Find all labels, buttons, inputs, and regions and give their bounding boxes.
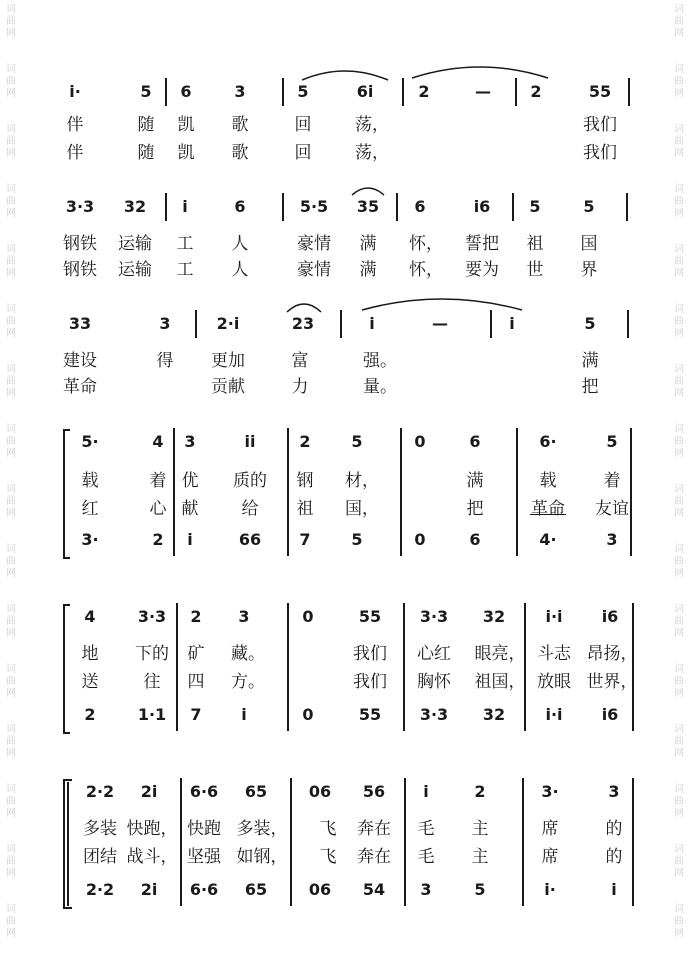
lyric: 革命: [63, 377, 97, 397]
slur: [285, 300, 323, 314]
note: 3: [420, 880, 432, 899]
lyric: 歌: [231, 115, 249, 135]
lyric: 眼亮，: [474, 644, 526, 664]
lyric: 回: [294, 143, 312, 163]
lyric-underline: [530, 514, 566, 515]
lyric: 我们: [583, 115, 617, 135]
lyric: 运输: [118, 234, 152, 254]
notes-row: [0, 193, 690, 223]
lyric: 歌: [231, 143, 249, 163]
note: 6·: [539, 432, 557, 451]
lyric: 钢铁: [63, 260, 97, 280]
lyric: 随: [137, 115, 155, 135]
lyric: 更加: [211, 351, 245, 371]
watermark-text: 词 曲 网: [6, 484, 16, 519]
lyric: 给: [241, 499, 259, 519]
lyric: 放眼: [537, 672, 571, 692]
watermark-text: 词 曲 网: [674, 244, 684, 279]
note: 4·: [539, 530, 557, 549]
watermark-text: 词 曲 网: [6, 544, 16, 579]
lyric: 毛: [417, 819, 435, 839]
lyric: 着: [603, 471, 621, 491]
note: 3: [159, 314, 171, 333]
notes-row-top: [0, 428, 690, 458]
lyric: 质的: [233, 471, 267, 491]
lyric: 藏。: [231, 644, 265, 664]
lyric: 献: [181, 499, 199, 519]
lyric: 界: [580, 260, 598, 280]
watermark-text: 词 曲 网: [674, 544, 684, 579]
note: 35: [356, 197, 380, 216]
lyric: 力: [291, 377, 309, 397]
note: i: [187, 530, 193, 549]
lyric: 奔在: [357, 847, 391, 867]
note: 33: [68, 314, 92, 333]
note: i: [611, 880, 617, 899]
note: 7: [190, 705, 202, 724]
barline: [282, 193, 284, 221]
lyric-line-2: [0, 842, 690, 867]
note: 6: [469, 432, 481, 451]
barline: [490, 310, 492, 338]
note: 2·2: [85, 880, 115, 899]
lyric: 快跑，: [126, 819, 178, 839]
lyric: 席: [541, 819, 559, 839]
lyric-line-2: [0, 372, 690, 397]
lyric: 世: [526, 260, 544, 280]
lyric: 人: [231, 234, 249, 254]
note: —: [432, 314, 448, 333]
lyric: 心: [149, 499, 167, 519]
lyric: 四: [187, 672, 205, 692]
lyric: 多装，: [236, 819, 288, 839]
note: 3·3: [419, 705, 449, 724]
lyric: 誓把: [465, 234, 499, 254]
watermark-text: 词 曲 网: [6, 4, 16, 39]
watermark-text: 词 曲 网: [674, 124, 684, 159]
slur: [300, 66, 390, 82]
watermark-text: 词 曲 网: [6, 184, 16, 219]
note: 5: [529, 197, 541, 216]
note: 2: [299, 432, 311, 451]
lyric: 富: [291, 351, 309, 371]
note: 3: [184, 432, 196, 451]
notes-row-bottom: [0, 526, 690, 556]
lyric: 战斗，: [126, 847, 178, 867]
lyric-line-2: [0, 667, 690, 692]
note: 4: [152, 432, 164, 451]
note: 2: [530, 82, 542, 101]
note: 0: [302, 705, 314, 724]
note: i: [369, 314, 375, 333]
lyric: 怀，: [409, 260, 443, 280]
barline: [626, 193, 628, 221]
lyric: 的: [605, 847, 623, 867]
lyric: 运输: [118, 260, 152, 280]
lyric: 席: [541, 847, 559, 867]
lyric: 把: [581, 377, 599, 397]
note: 55: [358, 705, 382, 724]
note: 23: [291, 314, 315, 333]
note: 0: [302, 607, 314, 626]
watermark-text: 词 曲 网: [674, 424, 684, 459]
lyric: 的: [605, 819, 623, 839]
lyric: 荡，: [355, 115, 389, 135]
lyric: 载: [539, 471, 557, 491]
note: 2·i: [216, 314, 240, 333]
note: 54: [362, 880, 386, 899]
note: 2: [190, 607, 202, 626]
lyric: 满: [359, 260, 377, 280]
note: 3·: [81, 530, 99, 549]
lyric: 怀，: [409, 234, 443, 254]
note: 5: [351, 530, 363, 549]
note: 2i: [140, 880, 158, 899]
lyric: 凯: [177, 143, 195, 163]
note: 32: [482, 607, 506, 626]
lyric: 我们: [353, 672, 387, 692]
note: 2: [152, 530, 164, 549]
lyric: 强。: [363, 351, 397, 371]
note: 3·3: [137, 607, 167, 626]
lyric: 地: [81, 644, 99, 664]
note: 3: [234, 82, 246, 101]
watermark-text: 词 曲 网: [6, 724, 16, 759]
lyric: 主: [471, 847, 489, 867]
note: i6: [601, 607, 619, 626]
lyric: 如钢，: [236, 847, 288, 867]
note: 6: [180, 82, 192, 101]
barline: [396, 193, 398, 221]
note: 6: [414, 197, 426, 216]
barline: [515, 78, 517, 106]
lyric: 钢: [296, 471, 314, 491]
note: 5: [351, 432, 363, 451]
barline: [165, 78, 167, 106]
watermark-text: 词 曲 网: [6, 64, 16, 99]
lyric: 伴: [66, 115, 84, 135]
note: 3·: [541, 782, 559, 801]
watermark-text: 词 曲 网: [6, 844, 16, 879]
lyric: 红: [81, 499, 99, 519]
note: i6: [601, 705, 619, 724]
lyric: 要为: [465, 260, 499, 280]
barline: [402, 78, 404, 106]
note: 2·2: [85, 782, 115, 801]
watermark-text: 词 曲 网: [674, 4, 684, 39]
lyric-line-1: [0, 814, 690, 839]
notes-row-bottom: [0, 876, 690, 906]
barline: [512, 193, 514, 221]
lyric-line-2: [0, 494, 690, 519]
lyric: 快跑: [187, 819, 221, 839]
note: 5: [474, 880, 486, 899]
note: 5·5: [299, 197, 329, 216]
lyric: 载: [81, 471, 99, 491]
lyric: 伴: [66, 143, 84, 163]
lyric: 祖国，: [474, 672, 526, 692]
lyric: 胸怀: [417, 672, 451, 692]
note: i·i: [545, 607, 563, 626]
note: 0: [414, 530, 426, 549]
tie: [410, 62, 550, 80]
watermark-text: 词 曲 网: [674, 664, 684, 699]
notes-row: [0, 310, 690, 340]
watermark-text: 词 曲 网: [6, 604, 16, 639]
watermark-text: 词 曲 网: [6, 124, 16, 159]
note: —: [475, 82, 491, 101]
lyric: 革命: [531, 499, 565, 519]
note: 5: [583, 197, 595, 216]
note: 55: [588, 82, 612, 101]
note: i: [509, 314, 515, 333]
tie: [360, 294, 524, 312]
lyric: 把: [466, 499, 484, 519]
lyric: 着: [149, 471, 167, 491]
watermark-text: 词 曲 网: [6, 424, 16, 459]
lyric: 满: [359, 234, 377, 254]
note: i: [423, 782, 429, 801]
lyric-line-1: [0, 110, 690, 135]
note: 2: [474, 782, 486, 801]
note: 3: [238, 607, 250, 626]
lyric: 国，: [345, 499, 379, 519]
lyric: 人: [231, 260, 249, 280]
note: 5: [584, 314, 596, 333]
lyric: 回: [294, 115, 312, 135]
watermark-text: 词 曲 网: [674, 604, 684, 639]
lyric: 往: [143, 672, 161, 692]
note: i6: [473, 197, 491, 216]
note: 5·: [81, 432, 99, 451]
note: 2: [84, 705, 96, 724]
barline: [282, 78, 284, 106]
note: 65: [244, 880, 268, 899]
lyric: 满: [581, 351, 599, 371]
barline: [165, 193, 167, 221]
lyric-line-2: [0, 255, 690, 280]
watermark-text: 词 曲 网: [6, 784, 16, 819]
lyric: 飞: [319, 819, 337, 839]
lyric: 优: [181, 471, 199, 491]
notes-row-bottom: [0, 701, 690, 731]
lyric: 飞: [319, 847, 337, 867]
barline: [340, 310, 342, 338]
lyric-line-1: [0, 466, 690, 491]
lyric: 祖: [296, 499, 314, 519]
lyric: 随: [137, 143, 155, 163]
lyric-line-1: [0, 229, 690, 254]
note: 66: [238, 530, 262, 549]
lyric-line-1: [0, 346, 690, 371]
lyric: 矿: [187, 644, 205, 664]
note: 6·6: [189, 782, 219, 801]
watermark-text: 词 曲 网: [6, 304, 16, 339]
note: 2i: [140, 782, 158, 801]
note: 7: [299, 530, 311, 549]
lyric: 我们: [583, 143, 617, 163]
lyric: 我们: [353, 644, 387, 664]
lyric: 奔在: [357, 819, 391, 839]
lyric: 方。: [231, 672, 265, 692]
watermark-text: 词 曲 网: [674, 784, 684, 819]
lyric: 毛: [417, 847, 435, 867]
slur: [350, 185, 386, 197]
watermark-text: 词 曲 网: [674, 64, 684, 99]
lyric: 工: [176, 234, 194, 254]
watermark-text: 词 曲 网: [674, 904, 684, 939]
lyric: 工: [176, 260, 194, 280]
watermark-text: 词 曲 网: [674, 844, 684, 879]
note: i: [182, 197, 188, 216]
note: 32: [123, 197, 147, 216]
watermark-text: 词 曲 网: [6, 364, 16, 399]
lyric: 满: [466, 471, 484, 491]
lyric: 昂扬，: [586, 644, 638, 664]
lyric: 贡献: [211, 377, 245, 397]
lyric: 凯: [177, 115, 195, 135]
note: 5: [140, 82, 152, 101]
note: 1·1: [137, 705, 167, 724]
watermark-text: 词 曲 网: [674, 184, 684, 219]
lyric: 坚强: [187, 847, 221, 867]
lyric: 豪情: [297, 234, 331, 254]
lyric: 主: [471, 819, 489, 839]
note: 3·3: [65, 197, 95, 216]
note: 5: [297, 82, 309, 101]
lyric: 材，: [345, 471, 379, 491]
watermark-text: 词 曲 网: [674, 304, 684, 339]
note: 6: [469, 530, 481, 549]
note: 3: [608, 782, 620, 801]
notes-row-top: [0, 778, 690, 808]
barline: [628, 78, 630, 106]
note: i·: [69, 82, 81, 101]
note: i: [241, 705, 247, 724]
lyric-line-1: [0, 639, 690, 664]
watermark-text: 词 曲 网: [6, 664, 16, 699]
note: 55: [358, 607, 382, 626]
lyric: 世界，: [586, 672, 638, 692]
lyric: 祖: [526, 234, 544, 254]
note: 6: [234, 197, 246, 216]
lyric: 荡，: [355, 143, 389, 163]
note: 4: [84, 607, 96, 626]
watermark-text: 词 曲 网: [6, 244, 16, 279]
watermark-text: 词 曲 网: [674, 364, 684, 399]
note: 6·6: [189, 880, 219, 899]
lyric: 友谊: [595, 499, 629, 519]
notes-row: [0, 78, 690, 108]
watermark-text: 词 曲 网: [6, 904, 16, 939]
barline: [627, 310, 629, 338]
lyric: 建设: [63, 351, 97, 371]
lyric: 得: [156, 351, 174, 371]
note: 32: [482, 705, 506, 724]
lyric: 钢铁: [63, 234, 97, 254]
note: 06: [308, 880, 332, 899]
lyric: 下的: [135, 644, 169, 664]
note: 06: [308, 782, 332, 801]
note: ii: [244, 432, 256, 451]
note: 3·3: [419, 607, 449, 626]
lyric: 心红: [417, 644, 451, 664]
lyric: 多装: [83, 819, 117, 839]
note: 3: [606, 530, 618, 549]
lyric: 团结: [83, 847, 117, 867]
lyric: 豪情: [297, 260, 331, 280]
watermark-text: 词 曲 网: [674, 724, 684, 759]
notes-row-top: [0, 603, 690, 633]
note: 2: [418, 82, 430, 101]
lyric: 斗志: [537, 644, 571, 664]
note: i·: [544, 880, 556, 899]
lyric: 送: [81, 672, 99, 692]
note: 65: [244, 782, 268, 801]
lyric-line-2: [0, 138, 690, 163]
note: 6i: [356, 82, 374, 101]
lyric: 量。: [363, 377, 397, 397]
note: 56: [362, 782, 386, 801]
watermark-text: 词 曲 网: [674, 484, 684, 519]
note: 5: [606, 432, 618, 451]
barline: [195, 310, 197, 338]
note: 0: [414, 432, 426, 451]
lyric: 国: [580, 234, 598, 254]
note: i·i: [545, 705, 563, 724]
